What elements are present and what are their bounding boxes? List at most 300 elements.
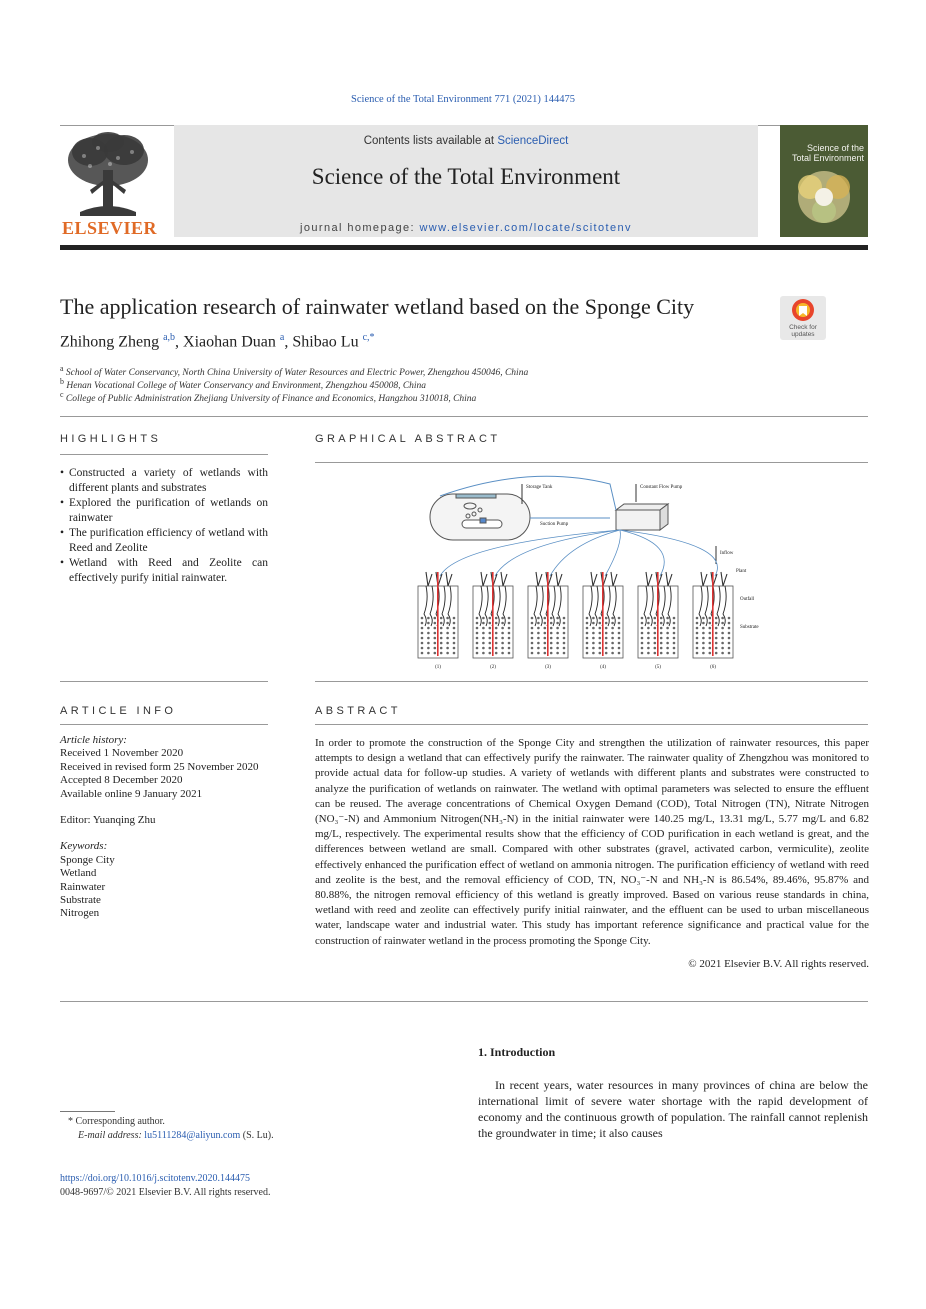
substrate-particle — [550, 622, 553, 625]
substrate-particle — [721, 642, 724, 645]
label-inflow: Inflow — [720, 551, 734, 556]
substrate-particle — [482, 637, 485, 640]
substrate-particle — [544, 637, 547, 640]
substrate-particle — [434, 622, 437, 625]
substrate-particle — [440, 642, 443, 645]
substrate-particle — [440, 652, 443, 655]
elsevier-tree-logo[interactable] — [60, 130, 156, 218]
author-list: Zhihong Zheng $^{a,b}$, Xiaohan Duan $^a$, Shibao Lu $^{c,*}$ — [60, 332, 375, 351]
substrate-particle — [647, 642, 650, 645]
substrate-particle — [618, 627, 621, 630]
front-matter-bottom-rule — [60, 1001, 868, 1002]
substrate-particle — [476, 627, 479, 630]
substrate-particle — [495, 642, 498, 645]
graphical-abstract-heading: GRAPHICAL ABSTRACT — [315, 433, 501, 445]
substrate-particle — [489, 617, 492, 620]
substrate-particle — [660, 637, 663, 640]
substrate-particle — [489, 622, 492, 625]
substrate-particle — [666, 652, 669, 655]
elsevier-wordmark: ELSEVIER — [62, 218, 158, 238]
substrate-particle — [673, 632, 676, 635]
substrate-particle — [482, 622, 485, 625]
homepage-link[interactable]: www.elsevier.com/locate/scitotenv — [419, 222, 632, 234]
substrate-particle — [550, 627, 553, 630]
substrate-particle — [501, 652, 504, 655]
sciencedirect-link[interactable]: ScienceDirect — [497, 135, 569, 147]
substrate-particle — [482, 632, 485, 635]
substrate-particle — [482, 652, 485, 655]
label-outfall: Outfall — [740, 597, 755, 602]
substrate-particle — [550, 617, 553, 620]
substrate-particle — [453, 652, 456, 655]
substrate-particle — [618, 637, 621, 640]
substrate-particle — [618, 652, 621, 655]
author-name[interactable]: Zhihong Zheng — [60, 333, 160, 351]
affiliation-text: College of Public Administration Zhejiang University of Finance and Economics, Hangzhou 310018, China — [65, 394, 477, 405]
substrate-particle — [495, 637, 498, 640]
substrate-particle — [563, 622, 566, 625]
substrate-particle — [666, 622, 669, 625]
substrate-particle — [592, 632, 595, 635]
email-link[interactable]: lu5111284@aliyun.com — [144, 1130, 241, 1141]
substrate-particle — [476, 617, 479, 620]
substrate-particle — [544, 622, 547, 625]
inflow-pipe — [437, 572, 439, 656]
substrate-particle — [586, 622, 589, 625]
inflow-pipe — [492, 572, 494, 656]
affiliation-text: School of Water Conservancy, North China University of Water Resources and Electric Power, Zhengzhou 450046, China — [65, 368, 529, 379]
substrate-particle — [537, 647, 540, 650]
substrate-particle — [489, 627, 492, 630]
substrate-particle — [446, 622, 449, 625]
affiliation-marker: b — [60, 377, 64, 386]
email-suffix: (S. Lu). — [242, 1130, 274, 1141]
substrate-particle — [611, 647, 614, 650]
section-rule — [60, 416, 868, 417]
history-received: Received 1 November 2020 — [60, 747, 184, 760]
substrate-particle — [654, 622, 657, 625]
highlight-item: • Explored the purification of wetlands on rainwater — [60, 496, 268, 526]
substrate-particle — [599, 627, 602, 630]
substrate-particle — [611, 627, 614, 630]
column-label: (1) — [435, 665, 441, 670]
substrate-particle — [728, 652, 731, 655]
substrate-particle — [482, 642, 485, 645]
plant-stem — [426, 572, 432, 586]
substrate-particle — [673, 617, 676, 620]
substrate-particle — [508, 617, 511, 620]
substrate-particle — [453, 642, 456, 645]
label-constant-flow-pump: Constant Flow Pump — [640, 485, 683, 490]
substrate-particle — [421, 617, 424, 620]
substrate-particle — [446, 632, 449, 635]
substrate-particle — [673, 637, 676, 640]
substrate-particle — [427, 652, 430, 655]
article-title: The application research of rainwater wetland based on the Sponge City — [60, 294, 695, 319]
substrate-particle — [453, 627, 456, 630]
substrate-particle — [476, 652, 479, 655]
column-label: (2) — [490, 665, 496, 670]
substrate-particle — [641, 637, 644, 640]
substrate-particle — [544, 627, 547, 630]
substrate-particle — [537, 637, 540, 640]
email-note — [78, 1130, 274, 1141]
substrate-particle — [550, 642, 553, 645]
plant-stem — [701, 572, 707, 586]
issn-line: 0048-9697/© 2021 Elsevier B.V. All rights reserved. — [60, 1187, 271, 1198]
substrate-particle — [660, 622, 663, 625]
article-info-rule — [60, 724, 268, 725]
substrate-particle — [556, 627, 559, 630]
introduction-heading: 1. Introduction — [478, 1045, 556, 1059]
substrate-particle — [501, 617, 504, 620]
substrate-particle — [495, 627, 498, 630]
substrate-particle — [654, 647, 657, 650]
substrate-particle — [544, 632, 547, 635]
substrate-particle — [592, 642, 595, 645]
substrate-particle — [673, 647, 676, 650]
substrate-particle — [482, 647, 485, 650]
substrate-particle — [709, 652, 712, 655]
substrate-particle — [605, 637, 608, 640]
substrate-particle — [550, 632, 553, 635]
substrate-particle — [563, 652, 566, 655]
inflow-pipe — [602, 572, 604, 656]
substrate-particle — [489, 647, 492, 650]
substrate-particle — [531, 617, 534, 620]
substrate-particle — [544, 647, 547, 650]
substrate-particle — [537, 652, 540, 655]
substrate-particle — [586, 627, 589, 630]
column-label: (6) — [710, 665, 716, 670]
check-for-updates-badge[interactable] — [780, 296, 826, 340]
substrate-particle — [434, 642, 437, 645]
substrate-particle — [556, 617, 559, 620]
substrate-particle — [556, 637, 559, 640]
substrate-particle — [592, 652, 595, 655]
affiliation-line — [60, 390, 476, 404]
substrate-particle — [618, 622, 621, 625]
substrate-particle — [537, 627, 540, 630]
substrate-particle — [728, 627, 731, 630]
substrate-particle — [482, 617, 485, 620]
substrate-particle — [647, 647, 650, 650]
substrate-particle — [563, 647, 566, 650]
substrate-particle — [728, 622, 731, 625]
substrate-particle — [482, 627, 485, 630]
substrate-particle — [647, 652, 650, 655]
substrate-particle — [537, 617, 540, 620]
substrate-particle — [453, 647, 456, 650]
substrate-particle — [715, 622, 718, 625]
substrate-particle — [434, 632, 437, 635]
affiliation-marker: c — [60, 390, 64, 399]
substrate-particle — [728, 647, 731, 650]
substrate-particle — [696, 637, 699, 640]
substrate-particle — [453, 637, 456, 640]
substrate-particle — [556, 632, 559, 635]
substrate-particle — [440, 637, 443, 640]
substrate-particle — [599, 617, 602, 620]
substrate-particle — [696, 652, 699, 655]
substrate-particle — [666, 647, 669, 650]
corresponding-author-note: * Corresponding author. — [68, 1116, 165, 1127]
substrate-particle — [660, 632, 663, 635]
crossmark-label: Check for updates — [789, 324, 817, 338]
substrate-particle — [641, 627, 644, 630]
substrate-particle — [654, 617, 657, 620]
substrate-particle — [673, 642, 676, 645]
substrate-particle — [618, 617, 621, 620]
substrate-particle — [715, 632, 718, 635]
author-name[interactable]: Shibao Lu — [292, 333, 359, 351]
substrate-particle — [611, 622, 614, 625]
substrate-particle — [544, 652, 547, 655]
substrate-particle — [427, 637, 430, 640]
substrate-particle — [531, 632, 534, 635]
substrate-particle — [427, 622, 430, 625]
substrate-particle — [421, 632, 424, 635]
graphical-abstract-rule — [315, 462, 868, 463]
substrate-particle — [592, 617, 595, 620]
substrate-particle — [611, 637, 614, 640]
substrate-particle — [696, 647, 699, 650]
plant-stem — [646, 572, 652, 586]
substrate-particle — [495, 617, 498, 620]
substrate-particle — [421, 642, 424, 645]
label-storage-tank: Storage Tank — [526, 485, 553, 490]
substrate-particle — [641, 622, 644, 625]
substrate-particle — [586, 617, 589, 620]
substrate-particle — [440, 622, 443, 625]
substrate-particle — [508, 637, 511, 640]
substrate-particle — [660, 642, 663, 645]
substrate-particle — [641, 617, 644, 620]
graphical-abstract-figure[interactable] — [410, 474, 770, 674]
substrate-particle — [611, 632, 614, 635]
substrate-particle — [709, 632, 712, 635]
keyword: Sponge City — [60, 853, 115, 866]
substrate-particle — [537, 632, 540, 635]
substrate-particle — [721, 632, 724, 635]
substrate-particle — [531, 622, 534, 625]
substrate-particle — [427, 627, 430, 630]
abstract-text: In order to promote the construction of the Sponge City and strengthen the utilization of rainwater resources, this paper attempts to design a wetland that can effectively purify the rainwater. The rainwater quality of Zhengzhou was monitored to provide actual data for follow-up studies. A variety of wetlands with different plants and substrates were constructed to analyze the purification of wetlands on rainwater. The wetland with optimal parameters was selected to ensure the effluent can be reused. The average concentrations of Chemical Oxygen Demand (COD), Total Nitrogen (TN), Nitrate Nitrogen (NO₃⁻-N) and Ammonium Nitrogen(NH₃-N) in the initial rainwater were 140.25 mg/L, 13.31 mg/L, 5.77 mg/L and 6.82 mg/L, respectively. The experimental results show that the efficiency of COD purification in each wetland is great, and the differences between wetland are small. Compared with other substrates (gravel, activated carbon, vermiculite), zeolite effectively enhanced the purification effect of wetland on ammonia nitrogen. The purification efficiency of wetland with reed and zeolite is the best, and the removal efficiency of COD, TN, NO₃⁻-N and NH₃-N is 86.54%, 89.46%, 95.87% and 80.88%, the nitrogen removal efficiency of this wetland is greatly improved. Based on various reuse standards in china, wetland with reed and zeolite can effectively purify initial rainwater, and the effluent can be used to urban miscellaneous water, landscape water and industrial water. This study has important reference significance and practical value for the construction of rainwater wetland in the process promoting the Sponge City. — [315, 737, 869, 947]
substrate-particle — [696, 617, 699, 620]
substrate-particle — [501, 637, 504, 640]
substrate-particle — [489, 637, 492, 640]
substrate-particle — [673, 627, 676, 630]
author-name[interactable]: Xiaohan Duan — [183, 333, 276, 351]
substrate-particle — [586, 652, 589, 655]
label-plant: Plant — [736, 569, 747, 574]
substrate-particle — [666, 637, 669, 640]
substrate-particle — [605, 627, 608, 630]
substrate-particle — [709, 642, 712, 645]
affiliation-marker: a — [60, 364, 64, 373]
substrate-particle — [721, 627, 724, 630]
substrate-particle — [599, 642, 602, 645]
highlights-bottom-rule — [60, 681, 268, 682]
substrate-particle — [696, 627, 699, 630]
keyword: Wetland — [60, 867, 97, 880]
substrate-particle — [728, 642, 731, 645]
substrate-particle — [531, 652, 534, 655]
substrate-particle — [501, 632, 504, 635]
author-affiliation-marker[interactable]: a,b — [163, 332, 176, 343]
plant-stem — [721, 572, 727, 586]
article-info-heading: ARTICLE INFO — [60, 705, 177, 717]
substrate-particle — [427, 632, 430, 635]
substrate-particle — [666, 642, 669, 645]
substrate-particle — [544, 642, 547, 645]
substrate-particle — [421, 622, 424, 625]
highlight-item: • The purification efficiency of wetland with Reed and Zeolite — [60, 526, 268, 556]
substrate-particle — [446, 627, 449, 630]
substrate-particle — [715, 627, 718, 630]
plant-stem — [446, 572, 452, 586]
substrate-particle — [489, 632, 492, 635]
homepage-prefix: journal homepage: — [300, 222, 420, 234]
substrate-particle — [728, 637, 731, 640]
substrate-particle — [702, 647, 705, 650]
plant-stem — [591, 572, 597, 586]
substrate-particle — [709, 622, 712, 625]
substrate-particle — [647, 617, 650, 620]
substrate-particle — [501, 627, 504, 630]
column-label: (3) — [545, 665, 551, 670]
substrate-particle — [556, 622, 559, 625]
footnote-rule — [60, 1111, 115, 1112]
substrate-particle — [709, 647, 712, 650]
substrate-particle — [660, 627, 663, 630]
substrate-particle — [721, 637, 724, 640]
substrate-particle — [501, 622, 504, 625]
substrate-particle — [495, 652, 498, 655]
substrate-particle — [427, 617, 430, 620]
substrate-particle — [611, 642, 614, 645]
substrate-particle — [495, 632, 498, 635]
substrate-particle — [702, 622, 705, 625]
header-thick-rule — [60, 245, 868, 250]
substrate-particle — [605, 647, 608, 650]
contents-prefix: Contents lists available at — [363, 135, 498, 147]
substrate-particle — [618, 642, 621, 645]
substrate-particle — [544, 617, 547, 620]
substrate-particle — [592, 627, 595, 630]
substrate-particle — [434, 627, 437, 630]
substrate-particle — [421, 637, 424, 640]
substrate-particle — [495, 647, 498, 650]
introduction-text: In recent years, water resources in many provinces of china are below the international limit of severe water shortage with the rapid development of economy and the continuous growth of population. The rainfall cannot replenish the groundwater in time; it also causes — [478, 1078, 868, 1140]
substrate-particle — [599, 637, 602, 640]
journal-homepage-line — [174, 222, 758, 234]
substrate-particle — [728, 617, 731, 620]
substrate-particle — [611, 617, 614, 620]
substrate-particle — [531, 627, 534, 630]
substrate-particle — [537, 642, 540, 645]
substrate-particle — [446, 642, 449, 645]
substrate-particle — [440, 617, 443, 620]
substrate-particle — [453, 632, 456, 635]
substrate-particle — [647, 622, 650, 625]
substrate-particle — [563, 642, 566, 645]
highlights-heading: HIGHLIGHTS — [60, 433, 162, 445]
substrate-particle — [427, 647, 430, 650]
substrate-particle — [550, 652, 553, 655]
substrate-particle — [647, 632, 650, 635]
citation-line[interactable]: Science of the Total Environment 771 (2021) 144475 — [351, 94, 575, 105]
journal-cover-image[interactable] — [780, 125, 868, 237]
cover-title: Science of the Total Environment — [791, 143, 864, 163]
history-revised: Received in revised form 25 November 2020 — [60, 760, 259, 773]
substrate-particle — [641, 632, 644, 635]
email-label: E-mail address: — [78, 1130, 142, 1141]
substrate-particle — [586, 642, 589, 645]
plant-stem — [481, 572, 487, 586]
substrate-particle — [666, 627, 669, 630]
substrate-particle — [728, 632, 731, 635]
inflow-pipe — [547, 572, 549, 656]
substrate-particle — [599, 632, 602, 635]
author-affiliation-marker[interactable]: c,* — [362, 332, 375, 343]
substrate-particle — [715, 647, 718, 650]
plant-stem — [666, 572, 672, 586]
history-online: Available online 9 January 2021 — [60, 787, 203, 800]
substrate-particle — [446, 647, 449, 650]
history-accepted: Accepted 8 December 2020 — [60, 774, 183, 787]
substrate-particle — [673, 622, 676, 625]
substrate-particle — [440, 632, 443, 635]
substrate-particle — [446, 637, 449, 640]
substrate-particle — [563, 632, 566, 635]
journal-title: Science of the Total Environment — [311, 164, 621, 189]
feed-pipe — [620, 530, 664, 576]
substrate-particle — [531, 647, 534, 650]
substrate-particle — [715, 642, 718, 645]
substrate-particle — [440, 627, 443, 630]
substrate-particle — [586, 647, 589, 650]
keywords-label: Keywords: — [60, 840, 108, 853]
substrate-particle — [508, 627, 511, 630]
keyword: Nitrogen — [60, 907, 100, 920]
substrate-particle — [702, 617, 705, 620]
substrate-particle — [556, 642, 559, 645]
substrate-particle — [476, 642, 479, 645]
substrate-particle — [476, 622, 479, 625]
substrate-particle — [715, 652, 718, 655]
doi-link[interactable]: https://doi.org/10.1016/j.scitotenv.2020.144475 — [60, 1173, 250, 1184]
substrate-particle — [647, 637, 650, 640]
inflow-pipe — [712, 572, 714, 656]
wetland-apparatus-diagram — [410, 474, 770, 674]
substrate-particle — [605, 652, 608, 655]
abstract-copyright: © 2021 Elsevier B.V. All rights reserved. — [688, 958, 869, 970]
substrate-particle — [702, 642, 705, 645]
author-affiliation-marker[interactable]: a — [279, 332, 285, 343]
substrate-particle — [666, 632, 669, 635]
substrate-particle — [605, 642, 608, 645]
substrate-particle — [641, 642, 644, 645]
substrate-particle — [476, 637, 479, 640]
highlights-list — [60, 466, 268, 586]
substrate-particle — [586, 637, 589, 640]
column-label: (5) — [655, 665, 661, 670]
substrate-particle — [666, 617, 669, 620]
substrate-particle — [696, 632, 699, 635]
substrate-particle — [647, 627, 650, 630]
substrate-particle — [508, 647, 511, 650]
